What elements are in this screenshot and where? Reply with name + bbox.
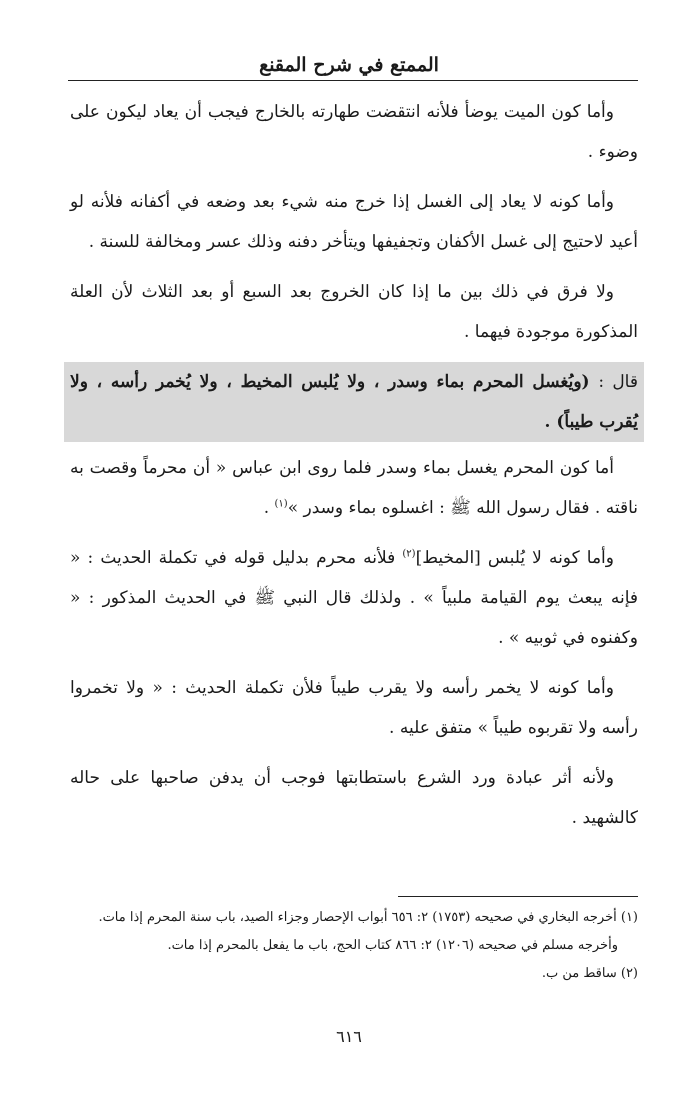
- footnote-1-continued: وأخرجه مسلم في صحيحه (١٢٠٦) ٢: ٨٦٦ كتاب الحج، باب ما يفعل بالمحرم إذا مات.: [167, 938, 618, 953]
- paragraph-7: ولأنه أثر عبادة ورد الشرع باستطابتها فوجب أن يدفن صاحبها على حاله كالشهيد .: [70, 768, 638, 828]
- quote-text: (ويُغسل المحرم بماء وسدر ، ولا يُلبس المخيط ، ولا يُخمر رأسه ، ولا يُقرب طيباً) .: [70, 372, 638, 432]
- paragraph-1: وأما كون الميت يوضأ فلأنه انتقضت طهارته بالخارج فيجب أن يعاد ليكون على وضوء .: [70, 102, 638, 162]
- paragraph-2: وأما كونه لا يعاد إلى الغسل إذا خرج منه شيء بعد وضعه في أكفانه فلأنه لو أعيد لاحتيج إلى غسل الأكفان وتجفيفها ويتأخر دفنه وذلك عسر ومخالفة للسنة .: [70, 192, 638, 252]
- footnotes: [70, 906, 638, 990]
- paragraph-4-text: أما كون المحرم يغسل بماء وسدر فلما روى ابن عباس « أن محرماً وقصت به ناقته . فقال رسول الله ﷺ : اغسلوه بماء وسدر »: [70, 458, 638, 518]
- paragraph-3: ولا فرق في ذلك بين ما إذا كان الخروج بعد السبع أو بعد الثلاث لأن العلة المذكورة موجودة فيهما .: [70, 282, 638, 342]
- paragraph-6: وأما كونه لا يخمر رأسه ولا يقرب طيباً فلأن تكملة الحديث : « ولا تخمروا رأسه ولا تقربوه طيباً » متفق عليه .: [70, 678, 638, 738]
- footnote-ref-1[interactable]: (١): [274, 498, 288, 510]
- running-head-title: الممتع في شرح المقنع: [259, 54, 439, 76]
- footnote-2: (٢) ساقط من ب.: [541, 966, 638, 981]
- paragraph-5-rest: فلأنه محرم بدليل قوله في تكملة الحديث : « فإنه يبعث يوم القيامة ملبياً » . ولذلك قال النبي ﷺ في الحديث المذكور : « وكفنوه في ثوبيه » .: [70, 548, 638, 648]
- header-rule: [68, 80, 638, 81]
- page-number: ٦١٦: [336, 1027, 362, 1046]
- paragraph-5: [70, 538, 638, 658]
- paragraph-4: [70, 448, 638, 528]
- quote-lead: قال :: [598, 372, 638, 392]
- footnote-ref-2[interactable]: (٢): [402, 548, 416, 560]
- paragraph-4-end: .: [263, 498, 275, 518]
- quoted-matn-box: [64, 362, 644, 442]
- paragraph-5-start: وأما كونه لا يُلبس [المخيط]: [415, 548, 614, 568]
- footnote-rule: [398, 896, 638, 897]
- quoted-matn: [70, 362, 638, 442]
- main-text: [70, 92, 638, 848]
- footnote-1: (١) أخرجه البخاري في صحيحه (١٧٥٣) ٢: ٦٥٦ أبواب الإحصار وجزاء الصيد، باب سنة المحرم إذا مات.: [98, 910, 638, 925]
